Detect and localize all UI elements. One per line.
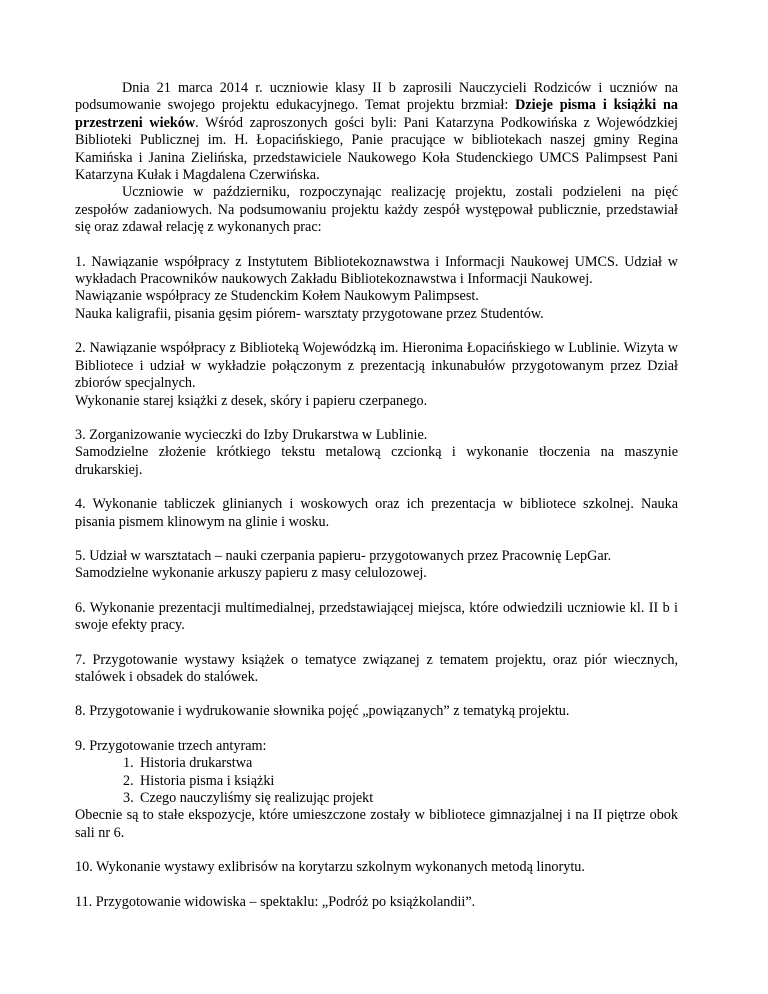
list-item-1-line-2: Nawiązanie współpracy ze Studenckim Kołem Naukowym Palimpsest. [75, 288, 479, 305]
list-item-3-line-2: Samodzielne złożenie krótkiego tekstu metalową czcionką i wykonanie tłoczenia na maszynie drukarskiej. [75, 444, 678, 478]
intro-paragraph [75, 80, 678, 184]
list-item-2 [75, 340, 678, 410]
list-item-5-line-2: Samodzielne wykonanie arkuszy papieru z masy celulozowej. [75, 565, 427, 582]
list-item-1 [75, 254, 678, 324]
sublist-item: 3. Czego nauczyliśmy się realizując projekt [123, 790, 374, 806]
list-item-9-heading: 9. Przygotowanie trzech antyram: [75, 737, 267, 754]
list-item-9 [75, 738, 678, 842]
list-item-8-line-1: 8. Przygotowanie i wydrukowanie słownika pojęć „powiązanych” z tematyką projektu. [75, 703, 570, 720]
project-title: Dzieje pisma i książki na przestrzeni wieków [75, 97, 678, 131]
list-item-1-line-1: 1. Nawiązanie współpracy z Instytutem Bibliotekoznawstwa i Informacji Naukowej UMCS. Udział w wykładach Pracowników naukowych Zakładu Bibliotekoznawstwa i Informacji Naukowej. [75, 253, 678, 288]
sublist-item: 2. Historia pisma i książki [123, 772, 275, 789]
list-item-11 [75, 894, 678, 911]
list-item-5-line-1: 5. Udział w warsztatach – nauki czerpania papieru- przygotowanych przez Pracownię LepGar. [75, 547, 612, 564]
sublist-item: 1. Historia drukarstwa [123, 755, 253, 772]
list-item-2-line-2: Wykonanie starej książki z desek, skóry i papieru czerpanego. [75, 392, 428, 409]
list-item-9-after: Obecnie są to stałe ekspozycje, które umieszczone zostały w bibliotece gimnazjalnej i na II piętrze obok sali nr 6. [75, 807, 678, 841]
list-item-5 [75, 548, 678, 583]
teams-paragraph: Uczniowie w październiku, rozpoczynając realizację projektu, zostali podzieleni na pięć zespołów zadaniowych. Na podsumowaniu projektu każdy zespół występował publicznie, przedstawiał się oraz zdawał relację z wykonanych prac: [75, 184, 678, 236]
list-item-8 [75, 703, 678, 720]
antyramy-sublist [75, 755, 678, 807]
list-item-4 [75, 496, 678, 531]
list-item-3-line-1: 3. Zorganizowanie wycieczki do Izby Drukarstwa w Lublinie. [75, 426, 428, 443]
list-item-3 [75, 427, 678, 479]
list-item-10 [75, 859, 678, 876]
document-page [75, 80, 678, 911]
list-item-4-line-1: 4. Wykonanie tabliczek glinianych i woskowych oraz ich prezentacja w bibliotece szkolnej. Nauka pisania pismem klinowym na glinie i wosku. [75, 496, 678, 530]
list-item-7 [75, 652, 678, 687]
list-item-11-line-1: 11. Przygotowanie widowiska – spektaklu: „Podróż po książkolandii”. [75, 893, 476, 910]
list-item-7-line-1: 7. Przygotowanie wystawy książek o tematyce związanej z tematem projektu, oraz piór wiecznych, stalówek i obsadek do stalówek. [75, 651, 678, 685]
intro-text-after: . Wśród zaproszonych gości byli: Pani Katarzyna Podkowińska z Wojewódzkiej Biblioteki Publicznej im. H. Łopacińskiego, Panie pracujące w bibliotekach naszej gminy Regina Kamińska i Janina Zielińska, przedstawiciele Naukowego Koła Studenckiego UMCS Palimpsest Pani Katarzyna Kułak i Magdalena Czerwińska. [75, 114, 678, 184]
list-item-10-line-1: 10. Wykonanie wystawy exlibrisów na korytarzu szkolnym wykonanych metodą linorytu. [75, 859, 585, 876]
intro-text-before: Dnia 21 marca 2014 r. uczniowie klasy II b zaprosili Nauczycieli Rodziców i uczniów na podsumowanie swojego projektu edukacyjnego. Temat projektu brzmiał: [75, 80, 678, 114]
list-item-6 [75, 600, 678, 635]
list-item-1-line-3: Nauka kaligrafii, pisania gęsim piórem- warsztaty przygotowane przez Studentów. [75, 305, 544, 322]
list-item-2-line-1: 2. Nawiązanie współpracy z Biblioteką Wojewódzką im. Hieronima Łopacińskiego w Lublinie. Wizyta w Bibliotece i udział w wykładzie połączonym z prezentacją inkunabułów przygotowanym przez Dział zbiorów specjalnych. [75, 340, 678, 392]
list-item-6-line-1: 6. Wykonanie prezentacji multimedialnej, przedstawiającej miejsca, które odwiedzili uczniowie kl. II b i swoje efekty pracy. [75, 599, 678, 634]
